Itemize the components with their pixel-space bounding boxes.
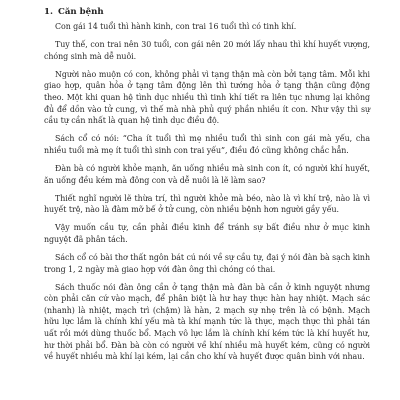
paragraph: Sách thuốc nói đàn ông cần ở tạng thận mà đàn bà cần ở kinh nguyệt nhưng còn phải căn cứ vào mạch, để phân biệt là hư hay thực hàn hay nhiệt. Mạch sác (nhanh) là nhiệt, mạch trì (chậm) là hàn, 2 mạch sự nhẹ trên là có bệnh. Mạch hữu lực lắm là chính khí yếu mà tà khí mạnh tức là thực, mạch thực thì phải tán uất rồi mới dùng thuốc bổ. Mạch vô lực lắm là chính khí kém tức là khí huyết hư, hư thời phải bổ. Đàn bà còn có người về khí nhiều mà huyết kém, cũng có người về huyết nhiều mà khí lại kém, lại cần cho khí và huyết được quân bình với nhau. — [44, 282, 370, 362]
paragraph: Con gái 14 tuổi thì hành kinh, con trai 16 tuổi thì có tinh khí. — [55, 22, 297, 31]
paragraph: Người nào muộn có con, không phải vì tạng thận mà còn bởi tạng tâm. Mỗi khi giao hợp, quân hỏa ở tạng tâm động lên thì tướng hỏa ở tạng thận cũng động theo. Một khi quan hệ tình dục nhiều thì tinh khí tiết ra liên tục nhưng lại không đủ để dồn vào tử cung, vì thế mà nhà phủ quý phần nhiều ít con. Như vậy thì sự cầu tự cần nhất là quan hệ tình dục điều độ. — [44, 69, 370, 126]
paragraph: Sách cổ có nói: “Cha ít tuổi thì mẹ nhiều tuổi thì sinh con gái mà yếu, cha nhiều tuổi mà mẹ ít tuổi thì sinh con trai yếu”, điều đó cũng không chắc hẳn. — [44, 134, 370, 155]
paragraph: Sách cổ có bài thơ thất ngôn bát cú nói về sự cầu tự, đại ý nói đàn bà sạch kinh trong 1, 2 ngày mà giao hợp với đàn ông thì chóng có thai. — [44, 253, 370, 274]
section-heading — [44, 6, 370, 18]
section-title: Căn bệnh — [58, 7, 104, 17]
paragraph: Vậy muốn cầu tự, cần phải điều kinh để tránh sự bất điều như ở mục kinh nguyệt đã phân tách. — [44, 223, 370, 244]
section-number: 1. — [44, 7, 53, 17]
paragraph: Thiết nghĩ người lẽ thừa trí, thì người khỏe mà béo, nào là vì khí trệ, nào là vì huyết trệ, nào là đàm mỡ bế ở tử cung, còn nhiều bệnh hơn người gầy yếu. — [44, 193, 370, 215]
paragraph: Đàn bà có người khỏe mạnh, ăn uống nhiều mà sinh con ít, có người khí huyết, ăn uống đều kém mà đông con và dễ nuôi là lẽ làm sao? — [44, 163, 370, 185]
paragraph: Tuy thế, con trai nên 30 tuổi, con gái nên 20 mới lấy nhau thì khí huyết vượng, chóng sinh mà dễ nuôi. — [44, 40, 370, 61]
